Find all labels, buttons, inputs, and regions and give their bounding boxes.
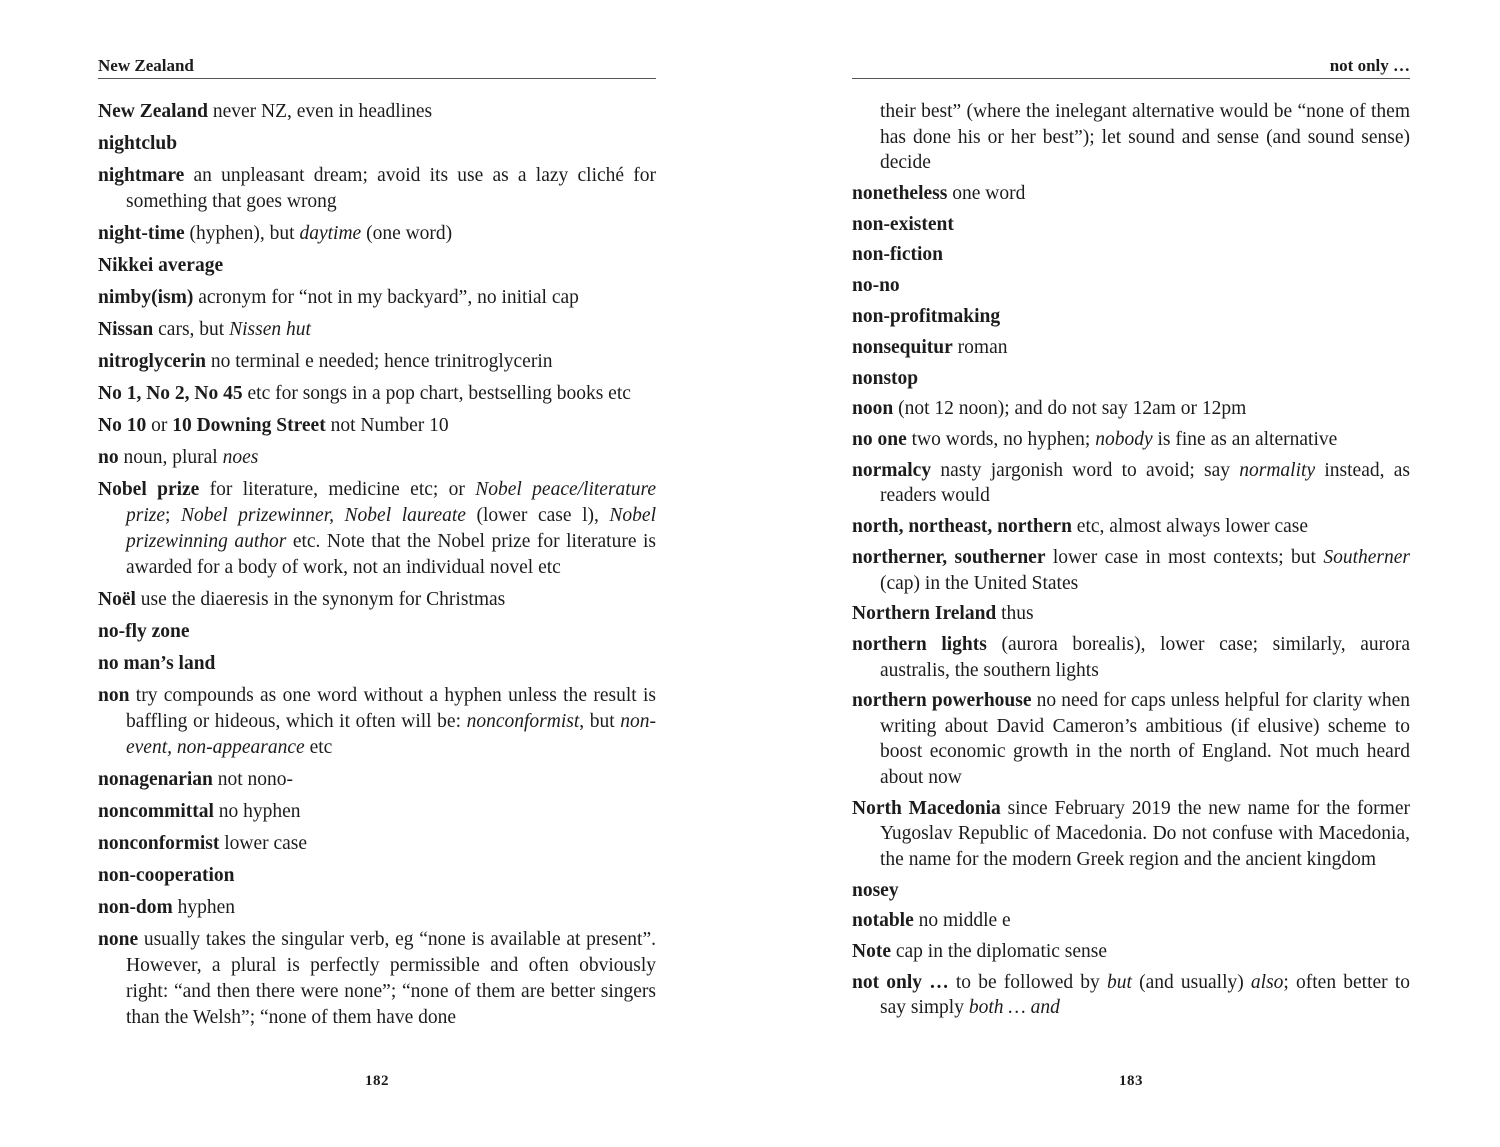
dictionary-entry [98,799,656,825]
definition-text: since February 2019 the new name for the former Yugoslav Republic of Macedonia. Do not confuse with Macedonia, the name for the modern Greek region and the ancient kingdom [880,797,1410,870]
headword: nonagenarian [98,769,213,790]
definition-text: for literature, medicine etc; or [199,479,476,500]
dictionary-entry [98,477,656,581]
dictionary-entry [98,413,656,439]
italic-text: Nobel prizewinning author [126,505,656,552]
headword: no one [852,429,907,451]
headword: northern lights [852,634,987,656]
dictionary-entry [98,767,656,793]
italic-text: but [1106,971,1132,993]
headword: night-time [98,223,185,244]
headword: nonconformist [98,833,220,854]
definition-text: usually takes the singular verb, eg “none is available at present”. However, a plural is perfectly permissible and often obviously right: “and then there were none”; “none of them are better singers than the Welsh”; “none of them have done [126,929,656,1028]
definition-text: etc, almost always lower case [1071,516,1308,538]
definition-text: one word [947,182,1026,204]
definition-text: their best” (where the inelegant alternative would be “none of them has done his or her best”); let sound and sense (and sound sense) decide [880,101,1410,173]
definition-text: to be followed by [948,971,1107,993]
definition-text: never NZ, even in headlines [207,101,433,122]
headword: nonetheless [852,182,948,204]
page-number: 183 [1119,1073,1143,1089]
definition-text: (cap) in the United States [880,572,1079,594]
definition-text: not nono- [212,769,294,790]
definition-text: roman [952,336,1008,358]
dictionary-entry [852,273,1410,299]
definition-text: etc for songs in a pop chart, bestselling books etc [242,383,631,404]
italic-text: Nobel peace/literature prize [126,479,656,526]
dictionary-entry [852,970,1410,1021]
dictionary-entry [852,212,1410,238]
dictionary-entry [98,349,656,375]
headword: nightmare [98,165,185,186]
dictionary-entry [98,381,656,407]
running-head: New Zealand [98,55,656,79]
definition-text: ; [165,505,181,526]
headword: none [98,929,139,950]
running-head: not only … [852,55,1410,79]
dictionary-entry [98,445,656,471]
headword: Northern Ireland [852,603,997,625]
headword: northerner, southerner [852,547,1046,569]
dictionary-entry [98,221,656,247]
dictionary-entry [852,396,1410,422]
definition-text: hyphen [172,897,236,918]
definition-text: (aurora borealis), lower case; similarly, aurora australis, the southern lights [880,634,1410,681]
headword: north, northeast, northern [852,516,1072,538]
definition-text: cars, but [153,319,230,340]
italic-text: nobody [1095,429,1153,451]
dictionary-entry [852,632,1410,683]
headword: not only … [852,971,949,993]
dictionary-entry [852,688,1410,790]
definition-text: nasty jargonish word to avoid; say [931,459,1240,481]
dictionary-entry [98,253,656,279]
headword: No 10 [98,415,147,436]
definition-text: is fine as an alternative [1152,429,1338,451]
definition-text: (and usually) [1131,971,1251,993]
dictionary-entry [852,366,1410,392]
dictionary-entry [98,587,656,613]
headword: 10 Downing Street [172,415,326,436]
definition-text: no need for caps unless helpful for clarity when writing about David Cameron’s ambitious (if elusive) scheme to boost economic growth in the north of England. Not much heard about now [880,690,1410,788]
headword: No 1, No 2, No 45 [98,383,243,404]
dictionary-entry [98,863,656,889]
definition-text: acronym for “not in my backyard”, no initial cap [193,287,579,308]
definition-text: no hyphen [213,801,301,822]
dictionary-entry [852,242,1410,268]
headword: non-profitmaking [852,305,1001,327]
dictionary-entry [852,939,1410,965]
dictionary-entry [98,285,656,311]
italic-text: nonconformist [466,711,580,732]
dictionary-entry [98,651,656,677]
headword: no man’s land [98,653,216,674]
headword: North Macedonia [852,797,1001,819]
headword: non-cooperation [98,865,235,886]
headword: no-no [852,275,900,297]
definition-text: etc. Note that the Nobel prize for literature is awarded for a body of work, not an individual novel etc [126,531,656,578]
dictionary-entry [852,545,1410,596]
definition-text: (lower case l), [465,505,610,526]
definition-text: try compounds as one word without a hyphen unless the result is baffling or hideous, which it often will be: [126,685,656,732]
headword: nitroglycerin [98,351,206,372]
definition-text: (not 12 noon); and do not say 12am or 12pm [893,398,1247,420]
headword: no-fly zone [98,621,190,642]
italic-text: Nobel prizewinner, Nobel laureate [180,505,466,526]
headword: Nikkei average [98,255,224,276]
headword: New Zealand [98,101,208,122]
headword: normalcy [852,459,932,481]
definition-text: (one word) [361,223,453,244]
dictionary-entry [98,131,656,157]
dictionary-entry [852,181,1410,207]
dictionary-entry [852,878,1410,904]
italic-text: normality [1239,459,1316,481]
definition-text: lower case in most contexts; but [1045,547,1324,569]
italic-text: Nissen hut [229,319,311,340]
headword: Nissan [98,319,154,340]
dictionary-entry [98,619,656,645]
dictionary-entry [852,427,1410,453]
headword: nosey [852,879,899,901]
dictionary-entry [852,908,1410,934]
headword: northern powerhouse [852,690,1032,712]
headword: nightclub [98,133,178,154]
headword: nonsequitur [852,336,953,358]
dictionary-entry [98,895,656,921]
headword: non-dom [98,897,173,918]
headword: noon [852,398,894,420]
headword: notable [852,910,914,932]
headword: non [98,685,130,706]
definition-text: two words, no hyphen; [906,429,1096,451]
entry-list [98,99,656,1037]
definition-text: , but [579,711,621,732]
italic-text: Southerner [1323,547,1410,569]
definition-text: cap in the diplomatic sense [890,941,1108,963]
italic-text: non-event, non-appearance [126,711,657,758]
italic-text: also [1250,971,1284,993]
definition-text: no middle e [913,910,1011,932]
definition-text: ; often better to say simply [880,971,1410,1019]
headword: nimby(ism) [98,287,194,308]
dictionary-entry [98,99,656,125]
headword: no [98,447,119,468]
definition-text: thus [996,603,1034,625]
dictionary-entry [98,831,656,857]
definition-text: no terminal e needed; hence trinitroglycerin [205,351,553,372]
italic-text: daytime [299,223,362,244]
italic-text: both … and [968,997,1060,1019]
dictionary-entry [98,317,656,343]
definition-text: noun, plural [118,447,223,468]
dictionary-entry [98,683,656,761]
continued-entry [852,99,1410,176]
headword: Note [852,941,891,963]
italic-text: noes [222,447,259,468]
definition-text: (hyphen), but [184,223,300,244]
dictionary-entry [852,335,1410,361]
dictionary-entry [852,796,1410,873]
headword: Noël [98,589,136,610]
headword: Nobel prize [98,479,200,500]
definition-text: instead, as readers would [880,459,1410,507]
entry-list [852,99,1410,1026]
dictionary-entry [852,458,1410,509]
dictionary-entry [98,163,656,215]
page-number: 182 [365,1073,389,1089]
dictionary-entry [852,514,1410,540]
headword: nonstop [852,367,919,389]
definition-text: an unpleasant dream; avoid its use as a lazy cliché for something that goes wrong [126,165,656,212]
definition-text: lower case [219,833,308,854]
headword: noncommittal [98,801,214,822]
dictionary-entry [852,601,1410,627]
definition-text: not Number 10 [325,415,449,436]
dictionary-entry [852,304,1410,330]
definition-text: or [146,415,173,436]
dictionary-entry [98,927,656,1031]
definition-text: etc [304,737,333,758]
definition-text: use the diaeresis in the synonym for Christmas [135,589,506,610]
headword: non-existent [852,213,954,235]
headword: non-fiction [852,244,944,266]
